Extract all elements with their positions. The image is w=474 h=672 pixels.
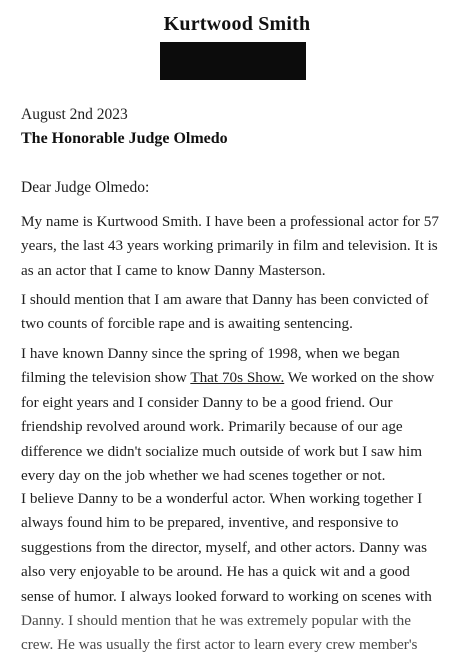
paragraph-line [21,366,461,390]
paragraph-line: I believe Danny to be a wonderful actor. When working together I [21,490,423,507]
letter-recipient: The Honorable Judge Olmedo [21,130,228,147]
paragraph-line: always found him to be prepared, inventive, and responsive to [21,514,399,532]
paragraph-line: years, the last 43 years working primarily in film and television. It is [21,237,438,255]
paragraph-line: also very enjoyable to be around. He has a quick wit and a good [21,563,410,581]
paragraph-4 [21,487,461,658]
paragraph-line: difference we didn't socialize much outside of work but I saw him [21,442,423,460]
letter-date: August 2nd 2023 [21,106,128,123]
paragraph-3 [21,342,461,488]
show-title: That 70s Show. [190,369,285,387]
paragraph-2 [21,288,461,337]
paragraph-line: friendship revolved around work. Primarily because of our age [21,418,403,436]
paragraph-line: crew. He was usually the first actor to learn every crew member's [21,636,418,654]
paragraph-1 [21,210,461,283]
paragraph-line: My name is Kurtwood Smith. I have been a professional actor for 57 [21,213,439,230]
paragraph-line: suggestions from the director, myself, and other actors. Danny was [21,538,427,556]
paragraph-line: as an actor that I came to know Danny Masterson. [21,261,326,279]
paragraph-line: I should mention that I am aware that Danny has been convicted of [21,291,429,308]
paragraph-line: every day on the job whether we had scenes together or not. [21,467,386,485]
text-segment: filming the television show [21,369,191,387]
paragraph-line: for eight years and I consider Danny to be a good friend. Our [21,393,393,411]
paragraph-line: I have known Danny since the spring of 1998, when we began [21,345,400,362]
letterhead-name: Kurtwood Smith [163,13,311,35]
salutation: Dear Judge Olmedo: [21,179,150,196]
paragraph-line: Danny. I should mention that he was extremely popular with the [21,612,412,630]
paragraph-line: two counts of forcible rape and is awaiting sentencing. [21,315,353,333]
paragraph-line: sense of humor. I always looked forward to working on scenes with [21,587,432,605]
text-segment: We worked on the show [284,369,435,387]
redaction-block [160,42,306,80]
